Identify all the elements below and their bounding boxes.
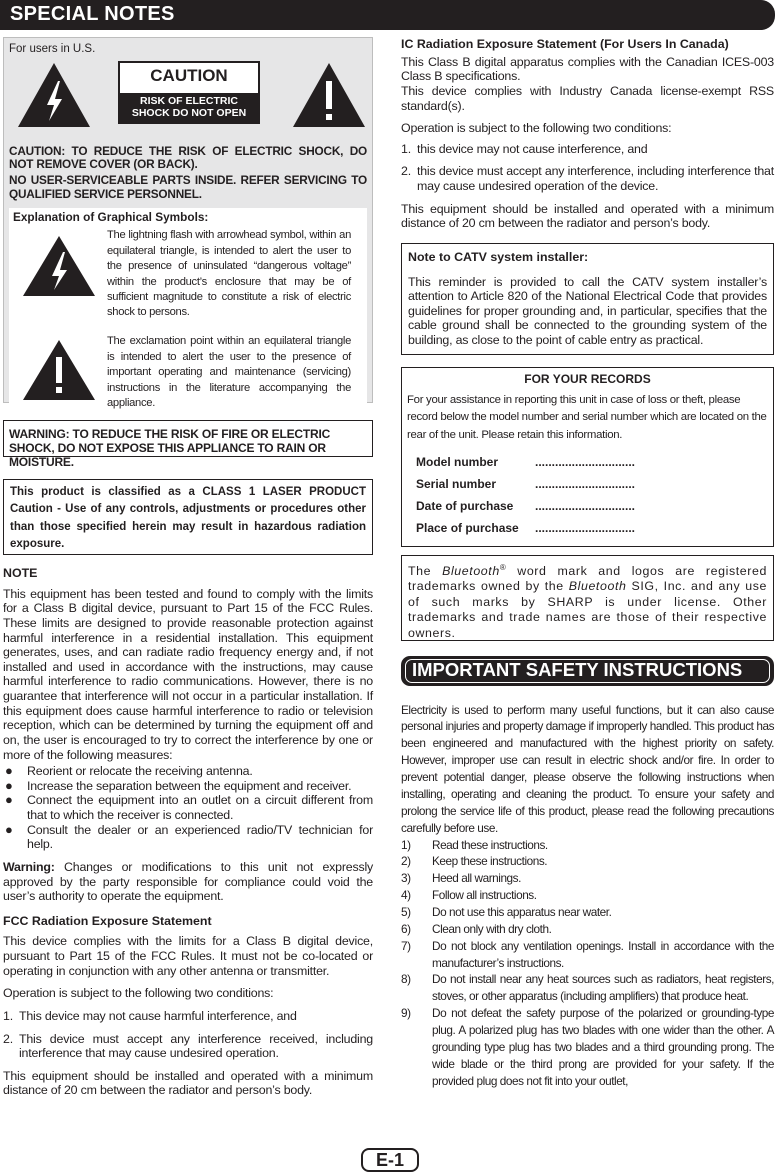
catv-text: This reminder is provided to call the CATV system installer’s attention to Article 820 of the National Electrical Code that provides guidelines for proper grounding and, in particular, specifies that the cable ground shall be connected to the grounding system of the building, as close to the point of cable entry as practical. [408,274,767,347]
fcc-paragraph-2: Operation is subject to the following two conditions: [3,986,274,1001]
list-item: 9) Do not defeat the safety purpose of the polarized or grounding-type plug. A polarized plug has two blades with one wider than the other. A grounding type plug has two blades and a third grounding prong. The wide blade or the third prong are provided for your safety. If the provided plug does not fit into your outlet, [401,1006,774,1088]
list-item: 5) Do not use this apparatus near water. [401,904,612,919]
lightning-symbol-icon [21,234,97,298]
ic-title: IC Radiation Exposure Statement (For Users In Canada) [401,37,729,51]
bluetooth-notice: The Bluetooth® word mark and logos are registered trademarks owned by the Bluetooth SIG, Inc. and any use of such marks by SHARP is under license. Other trademarks and trade names are those of their respective owners. [401,555,774,641]
modification-warning [3,860,373,904]
list-item: 1. This device may not cause harmful interference, and [3,1008,297,1023]
caution-label-bottom: RISK OF ELECTRIC SHOCK DO NOT OPEN [120,93,258,122]
records-box [401,367,774,547]
ic-paragraph-1b: This device complies with Industry Canada license-exempt RSS standard(s). [401,83,774,113]
ic-paragraph-2: Operation is subject to the following two conditions: [401,121,672,136]
safety-title: IMPORTANT SAFETY INSTRUCTIONS [401,656,774,686]
fcc-conditions [3,1009,373,1061]
lightning-explanation: The lightning flash with arrowhead symbol, within an equilateral triangle, is intended to alert the user to the presence of uninsulated “dangerous voltage” within the product’s enclosure that may be of sufficient magnitude to constitute a risk of electric shock to persons. [107,229,351,319]
list-item: 8) Do not install near any heat sources such as radiators, heat registers, stoves, or other apparatus (including amplifiers) that produce heat. [401,972,774,1004]
list-item: 3) Heed all warnings. [401,871,521,886]
caution-symbols [9,57,367,127]
ic-paragraph-3: This equipment should be installed and operated with a minimum distance of 20 cm between the radiator and person’s body. [401,201,774,231]
exclamation-warning-icon [291,61,367,129]
list-item: ● Increase the separation between the equipment and receiver. [3,779,373,794]
warning-label: Warning: [3,859,55,874]
list-item: ● Consult the dealer or an experienced radio/TV technician for help. [3,823,373,852]
lightning-warning-icon [16,61,92,129]
list-item: 4) Follow all instructions. [401,888,537,903]
catv-note [401,243,774,355]
list-item: ● Reorient or relocate the receiving antenna. [3,764,373,779]
explanation-title: Explanation of Graphical Symbols: [13,210,209,225]
records-title: FOR YOUR RECORDS [524,371,651,386]
record-row: Serial number .............................. [416,476,636,491]
list-item: 6) Clean only with dry cloth. [401,921,552,936]
record-row: Place of purchase .............................. [416,521,636,536]
ic-conditions [401,142,774,194]
fcc-paragraph-3: This equipment should be installed and operated with a minimum distance of 20 cm between the radiator and person’s body. [3,1068,373,1098]
safety-intro: Electricity is used to perform many useful functions, but it can also cause personal injuries and property damage if improperly handled. This product has been engineered and manufactured with the highest priority on safety. However, improper use can result in electric shock and/or fire. In order to prevent potential danger, please observe the following instructions when installing, operating and cleaning the product. To ensure your safety and prolong the service life of this product, please read the following precautions carefully before use. [401,702,775,835]
laser-notice: This product is classified as a CLASS 1 LASER PRODUCT Caution - Use of any controls, adjustments or procedures other than those specified herein may result in hazardous radiation exposure. [3,479,373,555]
left-column [3,37,373,1098]
page-number: E-1 [361,1148,419,1172]
exclamation-explanation: The exclamation point within an equilateral triangle is intended to alert the user to the presence of important operating and maintenance (servicing) instructions in the literature accompanying the appliance. [107,335,351,409]
list-item: ● Connect the equipment into an outlet on a circuit different from that to which the receiver is connected. [3,793,373,822]
safety-list [401,837,774,1090]
list-item: 2) Keep these instructions. [401,854,548,869]
fcc-paragraph-1: This device complies with the limits for a Class B digital device, pursuant to Part 15 of the FCC Rules. It must not be co-located or operating in conjunction with any other antenna or transmitter. [3,934,373,978]
caution-panel [3,37,373,409]
ic-paragraph-1: This Class B digital apparatus complies with the Canadian ICES-003 Class B specifications. [401,54,774,84]
measures-list [3,764,373,852]
section-title: SPECIAL NOTES [10,3,175,25]
warning-text: Changes or modifications to this unit not expressly approved by the party responsible for compliance could void the user’s authority to operate the equipment. [3,859,373,904]
fcc-title: FCC Radiation Exposure Statement [3,913,212,928]
caution-label-top: CAUTION [150,65,228,85]
records-text: For your assistance in reporting this unit in case of loss or theft, please record below the model number and serial number which are located on the rear of the unit. Please retain this information. [407,393,767,442]
record-row: Model number .............................. [416,454,636,469]
caution-text-1: CAUTION: TO REDUCE THE RISK OF ELECTRIC SHOCK, DO NOT REMOVE COVER (OR BACK). [9,143,367,172]
caution-label [118,61,260,124]
for-users-label: For users in U.S. [9,43,96,55]
catv-title: Note to CATV system installer: [408,249,589,264]
caution-text-2: NO USER-SERVICEABLE PARTS INSIDE. REFER SERVICING TO QUALIFIED SERVICE PERSONNEL. [9,173,367,202]
note-paragraph: This equipment has been tested and found to comply with the limits for a Class B digital device, pursuant to Part 15 of the FCC Rules. These limits are designed to provide reasonable protection against harmful interference in a residential installation. This equipment generates, uses, and can radiate radio frequency energy and, if not installed and used in accordance with the instructions, may cause harmful interference to radio communications. However, there is no guarantee that interference will not occur in a particular installation. If this equipment does cause harmful interference to radio or television reception, which can be determined by turning the equipment off and on, the user is encouraged to try to correct the interference by one or more of the following measures: [3,586,373,762]
exclamation-symbol-icon [21,338,97,402]
list-item: 1) Read these instructions. [401,837,548,852]
list-item: 1. this device may not cause interference, and [401,141,648,156]
list-item: 2. this device must accept any interference, including interference that may cause undesired operation of the device. [401,164,774,193]
list-item: 2. This device must accept any interference received, including interference that may cause undesired operation. [3,1031,373,1061]
symbol-explanation [9,208,367,415]
list-item: 7) Do not block any ventilation openings. Install in accordance with the manufacturer’s instructions. [401,938,774,970]
header-bar [0,0,775,30]
note-title: NOTE [3,566,38,580]
bluetooth-word: Bluetooth [442,563,500,578]
right-column [401,37,774,1089]
fire-warning: WARNING: TO REDUCE THE RISK OF FIRE OR ELECTRIC SHOCK, DO NOT EXPOSE THIS APPLIANCE TO RAIN OR MOISTURE. [3,420,373,457]
record-row: Date of purchase .............................. [416,499,636,514]
